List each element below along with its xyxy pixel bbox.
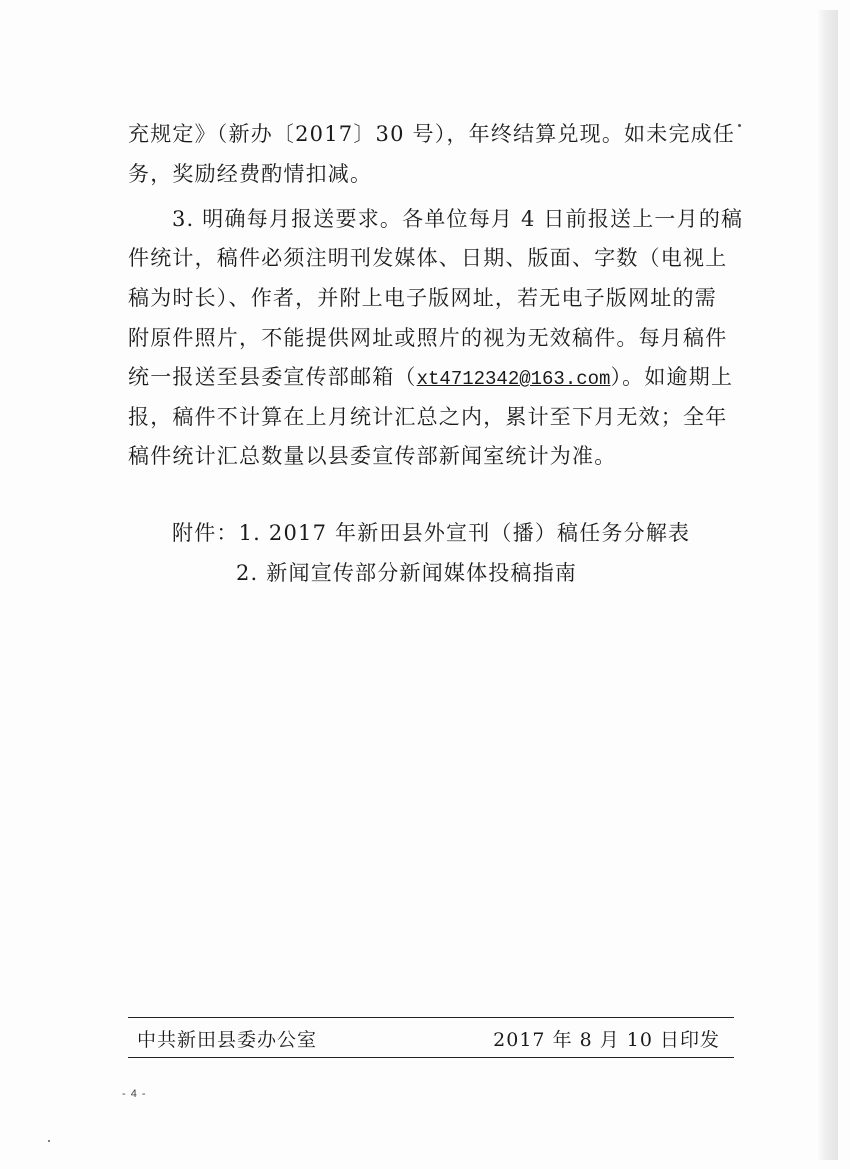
footer-bottom-rule: [128, 1057, 734, 1058]
attachment-item: 2. 新闻宣传部分新闻媒体投稿指南: [236, 561, 578, 585]
body-text-line: 附原件照片，不能提供网址或照片的视为无效稿件。每月稿件: [128, 326, 728, 350]
body-text-segment: ）。如逾期上: [610, 365, 734, 389]
body-text-line: 3. 明确每月报送要求。各单位每月 4 日前报送上一月的稿: [172, 207, 744, 231]
body-text-segment: 统一报送至县委宣传部邮箱（: [128, 365, 417, 389]
footer-top-rule: [128, 1017, 734, 1018]
body-text-line: 报，稿件不计算在上月统计汇总之内，累计至下月无效；全年: [128, 405, 728, 429]
email-link[interactable]: xt4712342@163.com: [416, 368, 611, 390]
scan-edge-shadow: [816, 10, 838, 1160]
body-text-line: 充规定》（新办〔2017〕30 号），年终结算兑现。如未完成任: [128, 122, 736, 146]
body-text-line: [128, 361, 733, 391]
scan-speck: [48, 1140, 50, 1142]
attachment-item: 附件：1. 2017 年新田县外宣刊（播）稿任务分解表: [172, 521, 691, 545]
body-text-line: 务，奖励经费酌情扣减。: [128, 162, 373, 186]
print-date: 2017 年 8 月 10 日印发: [493, 1029, 720, 1051]
body-text-line: 件统计，稿件必须注明刊发媒体、日期、版面、字数（电视上: [128, 246, 728, 270]
scan-speck: [738, 124, 741, 127]
page-number: - 4 -: [122, 1088, 147, 1100]
issuer-label: 中共新田县委办公室: [137, 1029, 318, 1051]
body-text-line: 稿件统计汇总数量以县委宣传部新闻室统计为准。: [128, 444, 617, 468]
body-text-line: 稿为时长）、作者，并附上电子版网址，若无电子版网址的需: [128, 286, 717, 310]
